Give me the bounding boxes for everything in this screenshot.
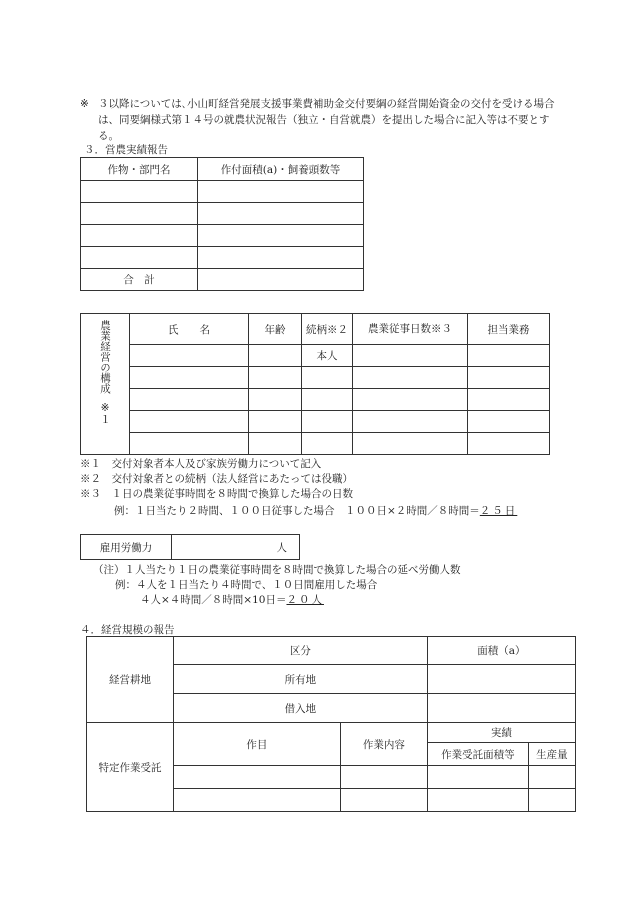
note-mark: ※ xyxy=(80,98,89,110)
col-area-header: 作付面積(a)・飼養頭数等 xyxy=(198,158,364,181)
header-days: 農業従事日数※３ xyxy=(353,314,468,345)
table-cell[interactable] xyxy=(353,345,468,367)
employed-note: （注）１人当たり１日の農業従事時間を８時間で換算した場合の延べ労働人数 xyxy=(93,564,461,576)
table-cell[interactable] xyxy=(81,225,198,247)
section3-title: ３．営農実績報告 xyxy=(84,144,168,156)
table-cell[interactable] xyxy=(81,181,198,203)
total-label: 合 計 xyxy=(81,269,198,291)
table-cell[interactable] xyxy=(302,389,353,411)
farm-scale-table xyxy=(86,636,576,812)
table-cell[interactable] xyxy=(353,367,468,389)
employed-labor-table xyxy=(80,534,300,560)
intro-note xyxy=(80,96,560,144)
employed-label: 雇用労働力 xyxy=(81,535,172,560)
footnote-mark: ※３ xyxy=(80,488,101,500)
farm-composition-table xyxy=(80,313,550,455)
work-header: 作業内容 xyxy=(340,723,427,766)
area-header: 面積（a） xyxy=(427,637,575,665)
footnotes xyxy=(80,457,353,502)
table-cell[interactable] xyxy=(130,433,249,455)
leased-area-cell[interactable] xyxy=(427,694,575,723)
table-cell[interactable] xyxy=(340,766,427,789)
table-cell[interactable] xyxy=(249,411,302,433)
self-label: 本人 xyxy=(302,345,353,367)
header-relation: 続柄※２ xyxy=(302,314,353,345)
footnote-text: 交付対象者本人及び家族労働力について記入 xyxy=(111,458,322,470)
section4-title: ４．経営規模の報告 xyxy=(80,624,175,636)
col-crop-header: 作物・部門名 xyxy=(81,158,198,181)
employed-example-line1: 例：４人を１日当たり４時間で、１０日間雇用した場合 xyxy=(115,579,378,591)
table-cell[interactable] xyxy=(353,389,468,411)
table-cell[interactable] xyxy=(468,367,550,389)
employed-example-line2 xyxy=(140,592,324,607)
farming-results-table xyxy=(80,157,364,291)
table-cell[interactable] xyxy=(249,367,302,389)
example-answer: ２５日 xyxy=(479,505,518,517)
employed-unit: 人 xyxy=(276,541,287,554)
table-cell[interactable] xyxy=(302,411,353,433)
side-label-note: ※１ xyxy=(99,401,111,424)
intro-note-text: ３以降については､小山町経営発展支援事業費補助金交付要綱の経営開始資金の交付を受ける場合は、同要綱様式第１４号の就農状況報告（独立・自営就農）を提出した場合に記入等は不要とする。 xyxy=(98,98,555,142)
table-cell[interactable] xyxy=(130,389,249,411)
employed-value-cell[interactable] xyxy=(172,535,300,560)
composition-side-label xyxy=(81,314,130,455)
category-header: 区分 xyxy=(174,637,428,665)
table-cell[interactable] xyxy=(528,766,575,789)
table-cell[interactable] xyxy=(198,225,364,247)
results-header: 実績 xyxy=(427,723,575,743)
header-name: 氏 名 xyxy=(130,314,249,345)
table-cell[interactable] xyxy=(198,181,364,203)
footnote-text: 交付対象者との続柄（法人経営にあたっては役職） xyxy=(111,473,353,485)
production-header: 生産量 xyxy=(528,743,575,766)
footnote-3 xyxy=(80,487,353,502)
table-cell[interactable] xyxy=(174,766,341,789)
table-cell[interactable] xyxy=(528,789,575,812)
table-cell[interactable] xyxy=(468,345,550,367)
table-cell[interactable] xyxy=(81,203,198,225)
leased-label: 借入地 xyxy=(174,694,428,723)
employed-example-text: ４人×４時間／８時間×10日＝ xyxy=(140,594,287,606)
footnote-1 xyxy=(80,457,353,472)
table-cell[interactable] xyxy=(198,247,364,269)
footnote-text: １日の農業従事時間を８時間で換算した場合の日数 xyxy=(111,488,353,500)
farmland-label: 経営耕地 xyxy=(87,637,174,723)
table-cell[interactable] xyxy=(174,789,341,812)
table-cell[interactable] xyxy=(198,203,364,225)
table-cell[interactable] xyxy=(130,367,249,389)
table-cell[interactable] xyxy=(130,345,249,367)
footnote-mark: ※１ xyxy=(80,458,101,470)
header-age: 年齢 xyxy=(249,314,302,345)
owned-area-cell[interactable] xyxy=(427,665,575,694)
contract-area-header: 作業受託面積等 xyxy=(427,743,528,766)
total-value-cell[interactable] xyxy=(198,269,364,291)
example-days xyxy=(114,503,517,518)
footnote-2 xyxy=(80,472,353,487)
side-label-text: 農業経営の構成 xyxy=(99,320,111,394)
footnote-mark: ※２ xyxy=(80,473,101,485)
table-cell[interactable] xyxy=(427,766,528,789)
contract-label: 特定作業受託 xyxy=(87,723,174,812)
table-cell[interactable] xyxy=(340,789,427,812)
table-cell[interactable] xyxy=(468,411,550,433)
table-cell[interactable] xyxy=(249,389,302,411)
owned-label: 所有地 xyxy=(174,665,428,694)
table-cell[interactable] xyxy=(249,345,302,367)
table-cell[interactable] xyxy=(468,433,550,455)
employed-example-answer: ２０人 xyxy=(286,594,324,606)
table-cell[interactable] xyxy=(353,433,468,455)
header-duties: 担当業務 xyxy=(468,314,550,345)
example-text: 例：１日当たり２時間、１００日従事した場合 １００日×２時間／８時間＝ xyxy=(114,505,480,517)
table-cell[interactable] xyxy=(302,367,353,389)
table-cell[interactable] xyxy=(427,789,528,812)
table-cell[interactable] xyxy=(249,433,302,455)
table-cell[interactable] xyxy=(81,247,198,269)
table-cell[interactable] xyxy=(302,433,353,455)
table-cell[interactable] xyxy=(353,411,468,433)
table-cell[interactable] xyxy=(130,411,249,433)
table-cell[interactable] xyxy=(468,389,550,411)
crop-header: 作目 xyxy=(174,723,341,766)
